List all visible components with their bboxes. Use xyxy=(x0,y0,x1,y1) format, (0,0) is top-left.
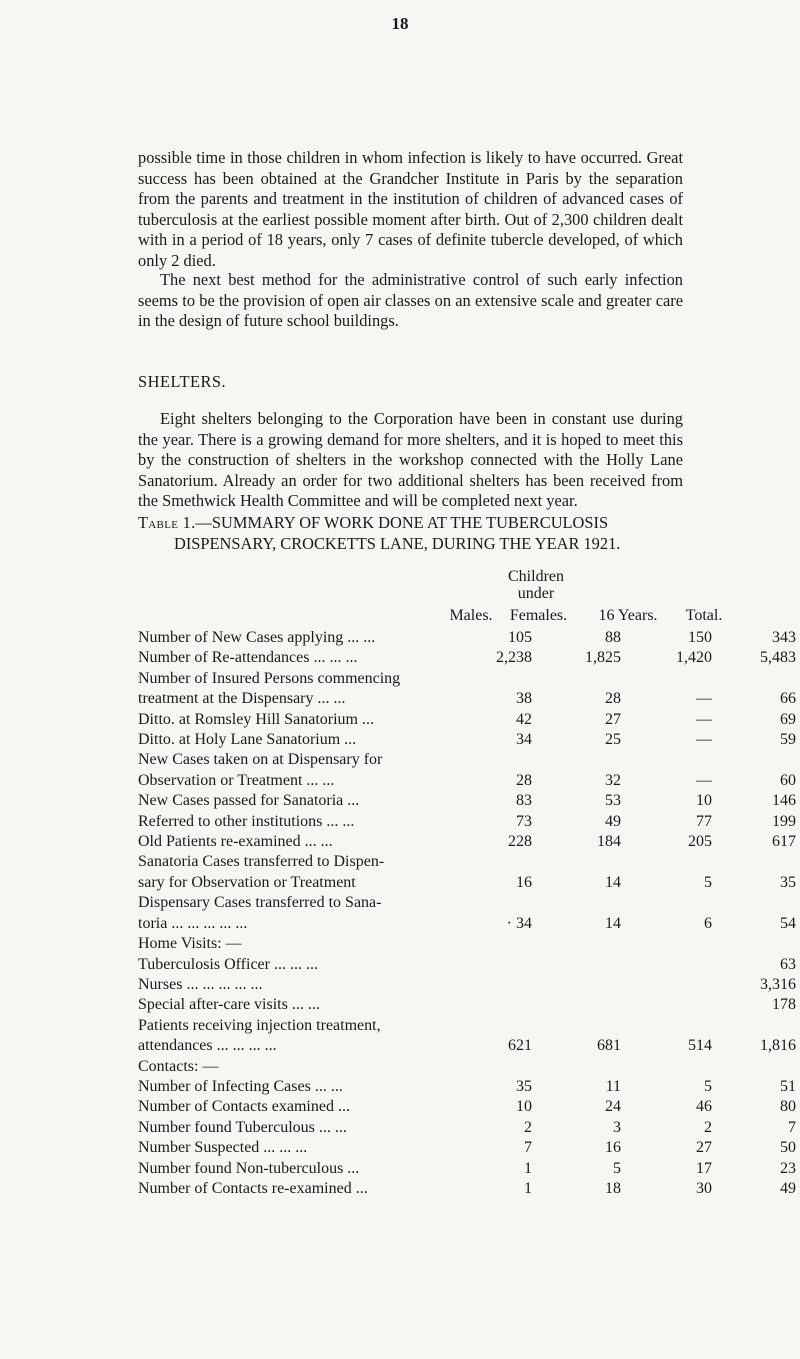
cell-total: 35 xyxy=(780,873,796,891)
table-row xyxy=(138,955,796,975)
row-label: sary for Observation or Treatment xyxy=(138,873,356,891)
cell-total xyxy=(712,750,796,770)
cell-total: 617 xyxy=(772,833,796,851)
cell-males: 621 xyxy=(508,1037,532,1055)
page-number: 18 xyxy=(391,14,409,33)
table-row xyxy=(138,791,796,811)
row-label: Patients receiving injection treatment, xyxy=(138,1016,381,1034)
cell-total: 3,316 xyxy=(760,975,796,993)
cell-total: 80 xyxy=(780,1098,796,1116)
cell-total: 60 xyxy=(780,771,796,789)
cell-children xyxy=(621,955,712,975)
cell-males: 16 xyxy=(516,873,532,891)
cell-females: 11 xyxy=(605,1077,621,1095)
cell-males: 83 xyxy=(516,792,532,810)
cell-children: 77 xyxy=(696,812,712,830)
table-row xyxy=(138,1057,796,1077)
cell-total: 23 xyxy=(780,1159,796,1177)
cell-females xyxy=(532,852,621,872)
cell-females xyxy=(532,955,621,975)
cell-total: 51 xyxy=(780,1077,796,1095)
row-label: Number of Insured Persons commencing xyxy=(138,669,401,687)
row-label: Special after-care visits ... ... xyxy=(138,996,320,1014)
cell-children xyxy=(621,750,712,770)
cell-males: 28 xyxy=(516,771,532,789)
cell-females xyxy=(532,995,621,1015)
table-title-2: DISPENSARY, CROCKETTS LANE, DURING THE YEAR 1921. xyxy=(174,533,621,553)
cell-females: 184 xyxy=(597,833,621,851)
cell-children: 30 xyxy=(696,1179,712,1197)
cell-males xyxy=(486,1057,532,1077)
cell-females: 14 xyxy=(605,914,621,932)
cell-children: 150 xyxy=(688,629,712,646)
table-row xyxy=(138,1077,796,1097)
cell-children: 46 xyxy=(696,1098,712,1116)
body-paragraph-2: The next best method for the administrative control of such early infection seems to be the provision of open air classes on an extensive scale and greater care in the design of future school buildings. xyxy=(138,270,683,331)
cell-children: 5 xyxy=(704,1077,712,1095)
cell-males xyxy=(486,1016,532,1036)
cell-males: 2,238 xyxy=(496,649,532,667)
table-label: Table 1. xyxy=(138,513,196,532)
cell-females xyxy=(532,750,621,770)
cell-total xyxy=(712,1016,796,1036)
cell-total: 59 xyxy=(780,731,796,749)
cell-females: 53 xyxy=(605,792,621,810)
row-label: toria ... ... ... ... ... xyxy=(138,914,248,932)
cell-males xyxy=(486,893,532,913)
table-row xyxy=(138,730,796,750)
cell-children xyxy=(621,1057,712,1077)
summary-table-body xyxy=(138,628,796,1199)
cell-females: 24 xyxy=(605,1098,621,1116)
column-header-total: Total. xyxy=(685,607,723,624)
cell-females: 28 xyxy=(605,690,621,708)
cell-total: 49 xyxy=(780,1179,796,1197)
row-label: Old Patients re-examined ... ... xyxy=(138,833,333,851)
table-caption-line-1 xyxy=(138,513,698,534)
table-row xyxy=(138,852,796,872)
cell-total xyxy=(712,1057,796,1077)
table-row xyxy=(138,1097,796,1117)
cell-females: 49 xyxy=(605,812,621,830)
cell-females: 25 xyxy=(605,731,621,749)
row-label: Number found Tuberculous ... ... xyxy=(138,1118,347,1136)
cell-females: 3 xyxy=(613,1118,621,1136)
table-row xyxy=(138,914,796,934)
table-caption xyxy=(138,513,698,554)
cell-total: 343 xyxy=(772,629,796,646)
row-label: treatment at the Dispensary ... ... xyxy=(138,690,346,708)
cell-males: 10 xyxy=(516,1098,532,1116)
cell-females: 32 xyxy=(605,771,621,789)
section-heading-shelters: SHELTERS. xyxy=(138,372,227,391)
row-label: Number found Non-tuberculous ... xyxy=(138,1159,360,1177)
table-row xyxy=(138,1016,796,1036)
table-row xyxy=(138,832,796,852)
cell-total: 5,483 xyxy=(760,649,796,667)
cell-children: 514 xyxy=(688,1037,712,1055)
cell-children xyxy=(621,669,712,689)
row-label: Referred to other institutions ... ... xyxy=(138,812,355,830)
cell-children: 5 xyxy=(704,873,712,891)
table-row xyxy=(138,1138,796,1158)
cell-children xyxy=(621,1016,712,1036)
cell-females: 16 xyxy=(605,1139,621,1157)
row-label: attendances ... ... ... ... xyxy=(138,1037,277,1055)
row-label: Number of New Cases applying ... ... xyxy=(138,629,376,646)
table-row xyxy=(138,710,796,730)
table-row xyxy=(138,995,796,1015)
row-label: Tuberculosis Officer ... ... ... xyxy=(138,955,318,973)
row-label: Sanatoria Cases transferred to Dispen- xyxy=(138,853,385,871)
cell-females: 27 xyxy=(605,710,621,728)
row-label: Contacts: — xyxy=(138,1057,219,1075)
cell-total: 7 xyxy=(788,1118,796,1136)
cell-children: 10 xyxy=(696,792,712,810)
table-row xyxy=(138,1159,796,1179)
cell-total: 69 xyxy=(780,710,796,728)
cell-females xyxy=(532,893,621,913)
row-label: Number of Contacts examined ... xyxy=(138,1098,350,1116)
cell-females: 681 xyxy=(597,1037,621,1055)
shelters-paragraph: Eight shelters belonging to the Corporation have been in constant use during the year. There is a growing demand for more shelters, and it is hoped to meet this by the construction of shelters in the workshop connected with the Holly Lane Sanatorium. Already an order for two additional shelters has been received from the Smethwick Health Committee and will be completed next year. xyxy=(138,409,683,511)
row-label: Observation or Treatment ... ... xyxy=(138,771,335,789)
row-label: Number of Re-attendances ... ... ... xyxy=(138,649,358,667)
row-label: Number of Contacts re-examined ... xyxy=(138,1179,368,1197)
row-label: Dispensary Cases transferred to Sana- xyxy=(138,894,382,912)
table-row xyxy=(138,771,796,791)
cell-children: — xyxy=(696,710,712,728)
cell-children: 1,420 xyxy=(676,649,712,667)
cell-total xyxy=(712,893,796,913)
cell-females: 5 xyxy=(613,1159,621,1177)
row-label: Ditto. at Romsley Hill Sanatorium ... xyxy=(138,710,374,728)
table-row xyxy=(138,669,796,689)
cell-females xyxy=(532,669,621,689)
cell-total xyxy=(712,934,796,954)
column-header-children-line-1: Children xyxy=(508,568,564,585)
cell-males xyxy=(486,955,532,975)
cell-females: 18 xyxy=(605,1179,621,1197)
cell-total: 63 xyxy=(780,955,796,973)
cell-total xyxy=(712,669,796,689)
cell-males: 35 xyxy=(516,1077,532,1095)
cell-females: 88 xyxy=(605,629,621,646)
table-row xyxy=(138,934,796,954)
column-header-females: Females. xyxy=(509,607,568,624)
body-paragraph-1: possible time in those children in whom infection is likely to have occurred. Great success has been obtained at the Grandcher Institute in Paris by the separation from the parents and treatment in the institution of children of advanced cases of tuberculosis at the earliest possible moment after birth. Out of 2,300 children dealt with in a period of 18 years, only 7 cases of definite tubercle developed, of which only 2 died. xyxy=(138,148,683,270)
column-header-children-line-2: under xyxy=(517,585,555,602)
table-row xyxy=(138,1036,796,1056)
cell-children xyxy=(621,995,712,1015)
cell-males xyxy=(486,934,532,954)
cell-females: 1,825 xyxy=(585,649,621,667)
row-label: Nurses ... ... ... ... ... xyxy=(138,975,263,993)
cell-males: 228 xyxy=(508,833,532,851)
cell-children: — xyxy=(696,690,712,708)
cell-males: 34 xyxy=(516,731,532,749)
cell-males: 38 xyxy=(516,690,532,708)
cell-males: 105 xyxy=(508,629,532,646)
cell-males: · 34 xyxy=(506,914,532,932)
table-row xyxy=(138,1118,796,1138)
row-label: Number of Infecting Cases ... ... xyxy=(138,1077,343,1095)
cell-males xyxy=(486,852,532,872)
cell-total: 146 xyxy=(772,792,796,810)
cell-total: 54 xyxy=(780,914,796,932)
table-row xyxy=(138,893,796,913)
cell-children: 6 xyxy=(704,914,712,932)
cell-females xyxy=(532,1057,621,1077)
cell-females xyxy=(532,934,621,954)
row-label: Ditto. at Holy Lane Sanatorium ... xyxy=(138,731,357,749)
cell-males xyxy=(486,669,532,689)
cell-children: 205 xyxy=(688,833,712,851)
cell-males xyxy=(486,975,532,995)
cell-males: 7 xyxy=(524,1139,532,1157)
cell-males: 2 xyxy=(524,1118,532,1136)
summary-table xyxy=(138,628,796,1199)
cell-children: — xyxy=(696,771,712,789)
cell-females: 14 xyxy=(605,873,621,891)
cell-females xyxy=(532,1016,621,1036)
cell-males: 42 xyxy=(516,710,532,728)
cell-total: 178 xyxy=(772,996,796,1014)
cell-children: 2 xyxy=(704,1118,712,1136)
cell-males: 1 xyxy=(524,1179,532,1197)
cell-children xyxy=(621,893,712,913)
cell-males: 73 xyxy=(516,812,532,830)
cell-males xyxy=(486,750,532,770)
cell-males xyxy=(486,995,532,1015)
table-row xyxy=(138,628,796,648)
cell-total: 66 xyxy=(780,690,796,708)
cell-children: 17 xyxy=(696,1159,712,1177)
row-label: New Cases passed for Sanatoria ... xyxy=(138,792,360,810)
table-row xyxy=(138,648,796,668)
table-title-1: —SUMMARY OF WORK DONE AT THE TUBERCULOSIS xyxy=(195,513,609,532)
table-row xyxy=(138,975,796,995)
cell-children xyxy=(621,852,712,872)
table-row xyxy=(138,1179,796,1199)
cell-total: 50 xyxy=(780,1139,796,1157)
cell-children: — xyxy=(696,731,712,749)
cell-males: 1 xyxy=(524,1159,532,1177)
cell-total xyxy=(712,852,796,872)
row-label: Number Suspected ... ... ... xyxy=(138,1139,308,1157)
row-label: New Cases taken on at Dispensary for xyxy=(138,751,383,769)
row-label: Home Visits: — xyxy=(138,935,242,953)
cell-children: 27 xyxy=(696,1139,712,1157)
cell-total: 1,816 xyxy=(760,1037,796,1055)
table-row xyxy=(138,750,796,770)
table-row xyxy=(138,689,796,709)
table-row xyxy=(138,812,796,832)
column-header-children xyxy=(486,568,586,602)
table-row xyxy=(138,873,796,893)
cell-children xyxy=(621,934,712,954)
column-header-males: Males. xyxy=(449,607,493,624)
cell-females xyxy=(532,975,621,995)
column-header-children-line-3: 16 Years. xyxy=(598,607,658,624)
cell-children xyxy=(621,975,712,995)
cell-total: 199 xyxy=(772,812,796,830)
